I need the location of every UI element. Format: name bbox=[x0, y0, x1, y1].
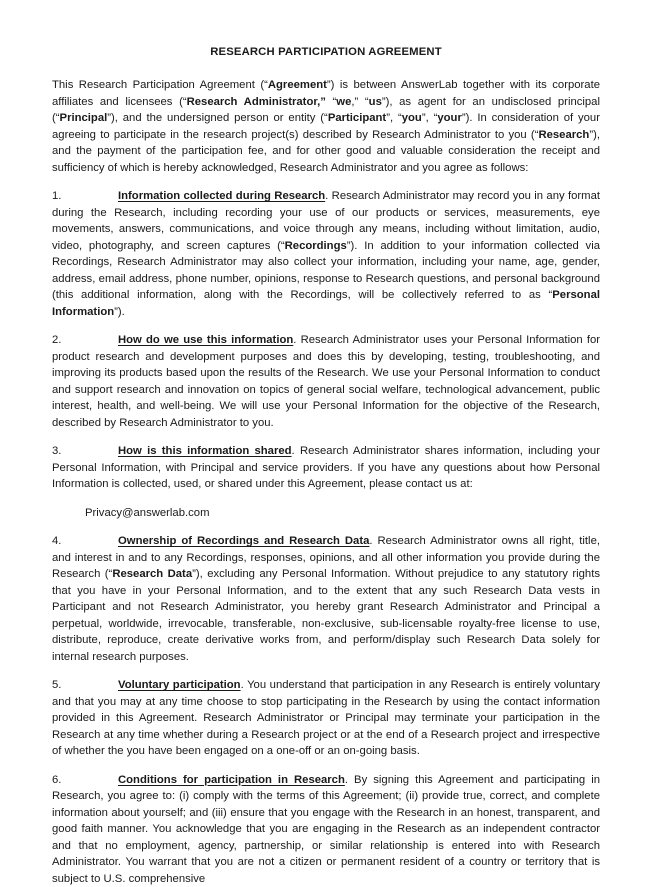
term-we: we bbox=[336, 95, 352, 108]
term-personal-information: Personal Information bbox=[52, 289, 600, 318]
section-1-heading: Information collected during Research bbox=[118, 190, 326, 203]
term-your: your bbox=[437, 112, 462, 125]
term-you: you bbox=[401, 112, 422, 125]
section-6-heading: Conditions for participation in Research bbox=[118, 773, 345, 786]
term-us: us bbox=[368, 95, 382, 108]
document-body bbox=[52, 45, 600, 887]
preamble-text-2: ”) is between AnswerLab together with its corporate affiliates and licensees (“ bbox=[52, 79, 600, 108]
section-2-text-1: . Research Administrator uses your Personal Information for product research and development purposes and does this by developing, testing, troubleshooting, and improving its products based upon the results of the Research. We use your Personal Information to conduct and support research and innovation on topics of general social welfare, technological advancement, public interest, health, and well-being. We will use your Personal Information for the objective of the Research, described by Research Administrator to you. bbox=[52, 334, 601, 429]
section-1-number: 1. bbox=[52, 190, 62, 203]
section-1-text-1: . Research Administrator may record you in any format during the Research, including recording your use of our products or services, measurements, eye movements, answers, communications, and voice through any means, including without limitation, audio, video, photography, and screen captures (“ bbox=[52, 190, 600, 252]
preamble-text-1: This Research Participation Agreement (“ bbox=[52, 79, 268, 92]
preamble-text-9: ”). In consideration of your agreeing to participate in the research project(s) described by Research Administrator to you (“ bbox=[52, 112, 600, 141]
preamble-text-7: ”, “ bbox=[386, 112, 402, 125]
term-research: Research bbox=[538, 128, 590, 141]
section-6-text-1: . By signing this Agreement and participating in Research, you agree to: (i) comply with the terms of this Agreement; (ii) provide true, correct, and complete information about yourself; and (iii) ensure that you engage with the Research in an honest, transparent, and good faith manner. You acknowledge that you are engaging in the Research as an independent contractor and that no employment, agency, partnership, or similar relationship is entered into with Research Administrator. You warrant that you are not a citizen or permanent resident of a country or territory that is subject to U.S. comprehensive bbox=[52, 773, 600, 885]
section-3-text-1: . Research Administrator shares information, including your Personal Information, with Principal and service providers. If you have any questions about how Personal Information is collected, used, or shared under this Agreement, please contact us at: bbox=[52, 445, 600, 491]
section-1-text-2: ”). In addition to your information collected via Recordings, Research Administrator may also collect your information, including your name, age, gender, address, email address, phone number, opinions, response to Research questions, and personal background (this additional information, along with the Recordings, will be collectively referred to as “ bbox=[52, 239, 600, 302]
preamble-paragraph bbox=[52, 77, 600, 176]
preamble-text-5: ”), as agent for an undisclosed principal (“ bbox=[52, 95, 600, 125]
term-research-data: Research Data bbox=[112, 568, 193, 581]
section-6-number: 6. bbox=[52, 773, 62, 786]
section-5 bbox=[52, 677, 600, 760]
section-3-number: 3. bbox=[52, 445, 62, 458]
preamble-text-3: “ bbox=[325, 95, 337, 108]
preamble-text-10: ”), and the payment of the participation fee, and for other good and valuable consideration the receipt and sufficiency of which is hereby acknowledged, Research Administrator and you agree as follows: bbox=[52, 128, 600, 174]
section-3 bbox=[52, 443, 600, 493]
section-5-heading: Voluntary participation bbox=[118, 679, 241, 692]
section-4-text-2: ”), excluding any Personal Information. Without prejudice to any statutory rights that you have in your Personal Information, and to the extent that any such Research Data vests in Participant and not Research Administrator, you hereby grant Research Administrator and Principal a perpetual, worldwide, irrevocable, transferable, non-exclusive, sub-licensable royalty-free license to use, distribute, reproduce, create derivative works from, and perform/display such Research Data solely for internal research purposes. bbox=[52, 568, 600, 663]
term-agreement: Agreement bbox=[267, 79, 327, 92]
section-4-text-1: . Research Administrator owns all right, title, and interest in and to any Recordings, responses, opinions, and all other information you provide during the Research (“ bbox=[52, 535, 600, 581]
section-6 bbox=[52, 772, 600, 887]
section-2 bbox=[52, 332, 600, 431]
term-recordings: Recordings bbox=[284, 239, 347, 252]
section-5-number: 5. bbox=[52, 679, 62, 692]
term-participant: Participant bbox=[327, 112, 387, 125]
term-principal: Principal bbox=[59, 112, 108, 125]
section-1-text-3: ”). bbox=[114, 305, 125, 318]
preamble-text-6: ”), and the undersigned person or entity (“ bbox=[107, 112, 328, 125]
section-2-number: 2. bbox=[52, 334, 62, 347]
section-2-heading: How do we use this information bbox=[118, 334, 294, 347]
preamble-text-4: ,” “ bbox=[351, 95, 369, 108]
section-1 bbox=[52, 188, 600, 320]
preamble-text-8: ”, “ bbox=[421, 112, 438, 125]
term-research-administrator: Research Administrator,” bbox=[186, 95, 326, 108]
section-4 bbox=[52, 533, 600, 665]
section-5-text-1: . You understand that participation in any Research is entirely voluntary and that you may at any time choose to stop participating in the Research by using the contact information provided in this Agreement. Research Administrator or Principal may terminate your participation in the Research at any time whether during a Research project or at the end of a Research project and irrespective of whether the you have been engaged on a one-off or an on-going basis. bbox=[52, 679, 600, 758]
section-3-heading: How is this information shared bbox=[118, 445, 292, 458]
contact-email[interactable]: Privacy@answerlab.com bbox=[85, 506, 210, 519]
section-4-number: 4. bbox=[52, 535, 62, 548]
page-title: RESEARCH PARTICIPATION AGREEMENT bbox=[210, 46, 442, 58]
section-4-heading: Ownership of Recordings and Research Data bbox=[118, 535, 370, 548]
